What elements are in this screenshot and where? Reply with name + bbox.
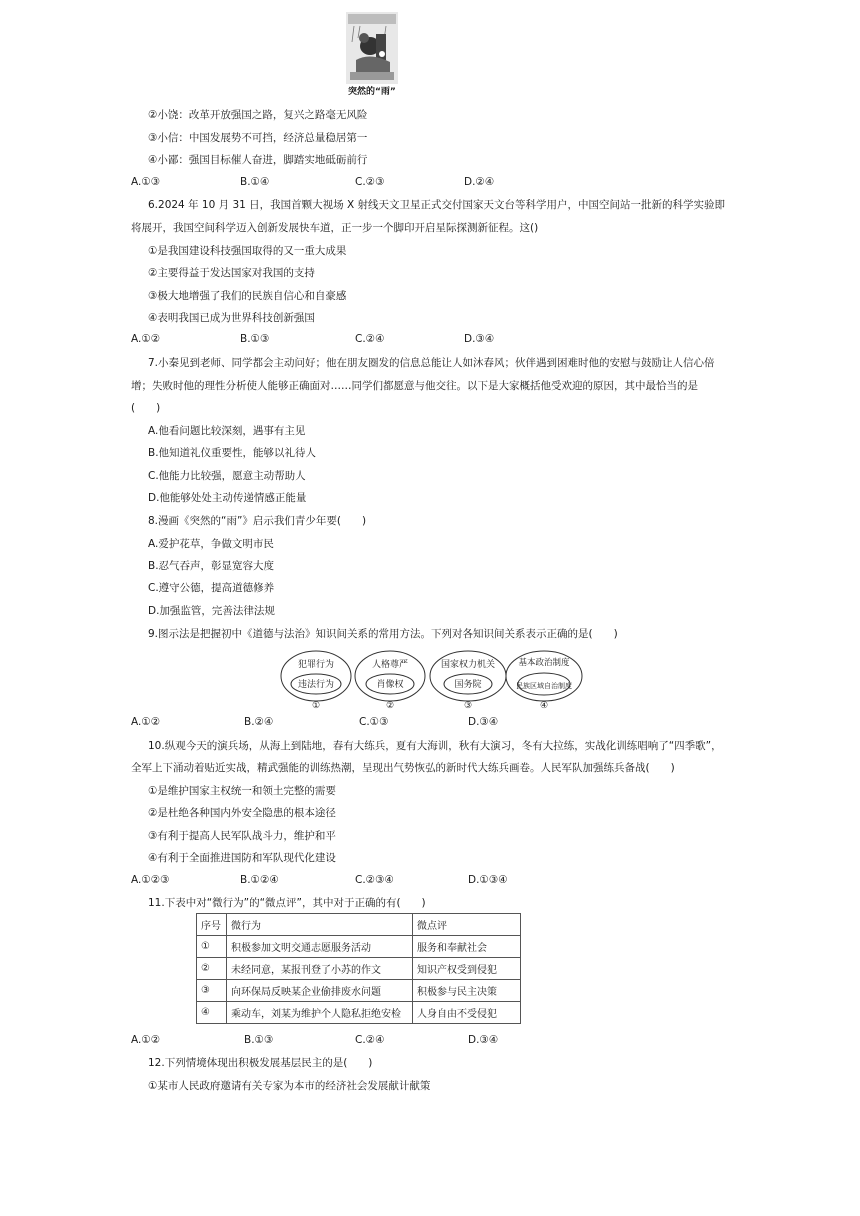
- q10-option-4: ④有利于全面推进国防和军队现代化建设: [148, 852, 336, 864]
- q8-option-d[interactable]: D.加强监管，完善法律法规: [148, 605, 275, 617]
- q9-diagram-2: [355, 651, 425, 710]
- q9-choice-d[interactable]: D.③④: [468, 716, 499, 728]
- table-row: [197, 980, 521, 1002]
- q8-option-b[interactable]: B.忍气吞声，彰显宽容大度: [148, 560, 275, 572]
- q9-diagram-3: [430, 651, 506, 710]
- q5-choice-b[interactable]: B.①④: [240, 176, 270, 188]
- q9-choice-c[interactable]: C.①③: [359, 716, 389, 728]
- table-cell: 人身自由不受侵犯: [413, 1002, 521, 1024]
- q9-d2-num: ②: [385, 700, 395, 710]
- q11-choice-c[interactable]: C.②④: [355, 1034, 385, 1046]
- q5-choice-c[interactable]: C.②③: [355, 176, 385, 188]
- q5-option-4: ④小鄙：强国目标催人奋进，脚踏实地砥砺前行: [148, 154, 368, 166]
- q10-option-1: ①是维护国家主权统一和领土完整的需要: [148, 785, 336, 797]
- q9-d3-num: ③: [463, 700, 473, 710]
- q9-d3-inner: 国务院: [454, 679, 482, 689]
- table-cell: 向环保局反映某企业偷排废水问题: [227, 980, 413, 1002]
- table-cell: ②: [197, 958, 227, 980]
- q5-option-2: ②小饶：改革开放强国之路，复兴之路毫无风险: [148, 109, 368, 121]
- table-header: 序号: [197, 914, 227, 936]
- q9-d4-inner: 民族区域自治制度: [516, 682, 572, 690]
- table-cell: ④: [197, 1002, 227, 1024]
- table-cell: 未经同意，某报刊登了小苏的作文: [227, 958, 413, 980]
- q6-choice-b[interactable]: B.①③: [240, 333, 270, 345]
- q6-stem-line2: 将展开，我国空间科学迈入创新发展快车道，正一步一个脚印开启星际探测新征程。这(): [131, 222, 539, 234]
- q6-option-4: ④表明我国已成为世界科技创新强国: [148, 312, 315, 324]
- cartoon-image: [346, 12, 398, 84]
- q10-choice-c[interactable]: C.②③④: [355, 874, 394, 886]
- table-cell: 乘动车，刘某为维护个人隐私拒绝安检: [227, 1002, 413, 1024]
- q10-stem-line2: 全军上下涌动着贴近实战，精武强能的训练热潮，呈现出气势恢弘的新时代大练兵画卷。人民军队加强练兵备战( ): [131, 762, 675, 774]
- q10-option-2: ②是杜绝各种国内外安全隐患的根本途径: [148, 807, 336, 819]
- q9-stem: 9.图示法是把握初中《道德与法治》知识间关系的常用方法。下列对各知识间关系表示正确的是( ): [148, 628, 618, 640]
- q6-option-2: ②主要得益于发达国家对我国的支持: [148, 267, 315, 279]
- table-header-row: [197, 914, 521, 936]
- q9-d1-num: ①: [311, 700, 321, 710]
- q7-option-a[interactable]: A.他看问题比较深刻，遇事有主见: [148, 425, 306, 437]
- q5-choice-a[interactable]: A.①③: [131, 176, 161, 188]
- q5-option-3: ③小信：中国发展势不可挡，经济总量稳居第一: [148, 132, 368, 144]
- q10-choice-a[interactable]: A.①②③: [131, 874, 170, 886]
- q11-choice-a[interactable]: A.①②: [131, 1034, 161, 1046]
- q6-stem-line1: 6.2024 年 10 月 31 日，我国首颗大视场 X 射线天文卫星正式交付国家天文台等科学用户，中国空间站一批新的科学实验即: [148, 199, 726, 211]
- q9-diagram-4: [506, 651, 582, 710]
- table-header: 微行为: [227, 914, 413, 936]
- table-header: 微点评: [413, 914, 521, 936]
- q9-d2-inner: 肖像权: [376, 679, 404, 689]
- q11-choice-d[interactable]: D.③④: [468, 1034, 499, 1046]
- q9-choice-b[interactable]: B.②④: [244, 716, 274, 728]
- q9-choice-a[interactable]: A.①②: [131, 716, 161, 728]
- q7-option-d[interactable]: D.他能够处处主动传递情感正能量: [148, 492, 307, 504]
- q7-option-b[interactable]: B.他知道礼仪重要性，能够以礼待人: [148, 447, 317, 459]
- q7-stem-line3: ( ): [131, 402, 161, 414]
- q9-d4-num: ④: [539, 700, 549, 710]
- q8-stem: 8.漫画《突然的“雨”》启示我们青少年要( ): [148, 515, 367, 527]
- q9-d2-outer: 人格尊严: [371, 659, 409, 669]
- table-cell: ①: [197, 936, 227, 958]
- table-cell: ③: [197, 980, 227, 1002]
- q9-d3-outer: 国家权力机关: [440, 659, 496, 669]
- table-cell: 服务和奉献社会: [413, 936, 521, 958]
- q12-option-1: ①某市人民政府邀请有关专家为本市的经济社会发展献计献策: [148, 1080, 431, 1092]
- q9-d1-inner: 违法行为: [297, 679, 335, 689]
- q10-option-3: ③有利于提高人民军队战斗力，维护和平: [148, 830, 336, 842]
- q10-stem-line1: 10.纵观今天的演兵场，从海上到陆地，春有大练兵，夏有大海训，秋有大演习，冬有大拉练，实战化训练唱响了“四季歌”，: [148, 740, 722, 752]
- q8-option-c[interactable]: C.遵守公德，提高道德修养: [148, 582, 275, 594]
- q7-option-c[interactable]: C.他能力比较强，愿意主动帮助人: [148, 470, 306, 482]
- q9-d4-outer: 基本政治制度: [518, 657, 570, 667]
- q10-choice-b[interactable]: B.①②④: [240, 874, 279, 886]
- q10-choice-d[interactable]: D.①③④: [468, 874, 508, 886]
- q11-stem: 11.下表中对“微行为”的“微点评”，其中对于正确的有( ): [148, 897, 426, 909]
- q8-option-a[interactable]: A.爱护花草，争做文明市民: [148, 538, 274, 550]
- q9-diagram-1: [281, 651, 351, 710]
- cartoon-caption: 突然的“雨”: [348, 87, 396, 97]
- q7-stem-line1: 7.小秦见到老师、同学都会主动问好；他在朋友圈发的信息总能让人如沐春风；伙伴遇到困难时他的安慰与鼓励让人信心倍: [148, 357, 715, 369]
- q11-table: [196, 913, 521, 1024]
- table-row: [197, 958, 521, 980]
- table-row: [197, 936, 521, 958]
- q6-option-3: ③极大地增强了我们的民族自信心和自豪感: [148, 290, 347, 302]
- q6-choice-a[interactable]: A.①②: [131, 333, 161, 345]
- q9-d1-outer: 犯罪行为: [297, 659, 335, 669]
- q6-option-1: ①是我国建设科技强国取得的又一重大成果: [148, 245, 347, 257]
- table-cell: 积极参加文明交通志愿服务活动: [227, 936, 413, 958]
- q6-choice-d[interactable]: D.③④: [464, 333, 495, 345]
- q9-relation-diagram: [280, 650, 584, 710]
- q6-choice-c[interactable]: C.②④: [355, 333, 385, 345]
- table-cell: 积极参与民主决策: [413, 980, 521, 1002]
- q5-choice-d[interactable]: D.②④: [464, 176, 495, 188]
- table-cell: 知识产权受到侵犯: [413, 958, 521, 980]
- q12-stem: 12.下列情境体现出积极发展基层民主的是( ): [148, 1057, 373, 1069]
- q7-stem-line2: 增；失败时他的理性分析使人能够正确面对……同学们都愿意与他交往。以下是大家概括他受欢迎的原因，其中最恰当的是: [131, 380, 698, 392]
- q11-choice-b[interactable]: B.①③: [244, 1034, 274, 1046]
- table-row: [197, 1002, 521, 1024]
